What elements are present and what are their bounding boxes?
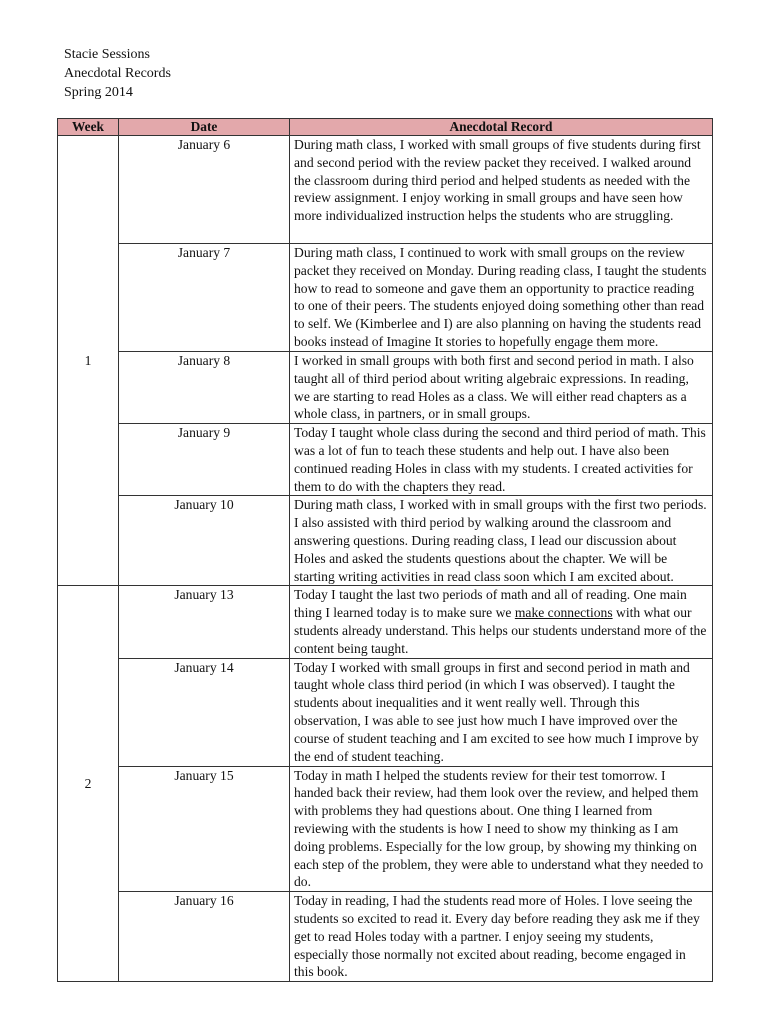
document-title: Anecdotal Records xyxy=(64,66,171,81)
record-cell: Today in reading, I had the students read more of Holes. I love seeing the students so excited to read it. Every day before reading they ask me if they get to read Holes today with a partner. I enjoy seeing my students, especially those normally not excited about reading, become engaged in this book. xyxy=(290,892,713,982)
date-cell: January 10 xyxy=(119,496,290,586)
table-row xyxy=(58,424,713,496)
date-cell: January 14 xyxy=(119,658,290,766)
week-cell: 2 xyxy=(58,586,119,982)
table-row xyxy=(58,352,713,424)
table-row xyxy=(58,658,713,766)
record-cell: Today in math I helped the students review for their test tomorrow. I handed back their review, had them look over the review, and helped them with problems they had questions about. One thing I learned from reviewing with the students is how I need to show my thinking as I am doing problems. Especially for the low group, by showing my thinking on each step of the problem, they were able to understand what they needed to do. xyxy=(290,766,713,892)
date-cell: January 8 xyxy=(119,352,290,424)
record-cell: Today I worked with small groups in first and second period in math and taught whole class third period (in which I was observed). I taught the students about inequalities and it went really well. Through this observation, I was able to see just how much I have improved over the course of student teaching and I am excited to see how much I improve by the end of student teaching. xyxy=(290,658,713,766)
record-cell: During math class, I worked with in small groups with the first two periods. I also assisted with third period by walking around the classroom and answering questions. During reading class, I lead our discussion about Holes and asked the students questions about the chapter. We will be starting writing activities in read class soon which I am excited about. xyxy=(290,496,713,586)
record-cell: I worked in small groups with both first and second period in math. I also taught all of third period about writing algebraic expressions. In reading, we are starting to read Holes as a class. We will either read chapters as a whole class, in partners, or in small groups. xyxy=(290,352,713,424)
column-header-record: Anecdotal Record xyxy=(290,119,713,136)
week-cell: 1 xyxy=(58,136,119,586)
table-header-row xyxy=(58,119,713,136)
record-text: with what our students already understand. This helps our students understand more of the content being taught. xyxy=(294,605,707,656)
anecdotal-records-table xyxy=(57,118,713,982)
record-cell: During math class, I worked with small groups of five students during first and second period with the review packet they received. I walked around the classroom during third period and helped students as needed with the review assignment. I enjoy working in small groups and have seen how more individualized instruction helps the students who are struggling. xyxy=(290,136,713,244)
table-row xyxy=(58,496,713,586)
table-row xyxy=(58,892,713,982)
date-cell: January 7 xyxy=(119,244,290,352)
date-cell: January 6 xyxy=(119,136,290,244)
document-header xyxy=(64,45,171,102)
underlined-phrase: make connections xyxy=(514,605,613,621)
date-cell: January 16 xyxy=(119,892,290,982)
record-cell xyxy=(290,586,713,658)
record-cell: Today I taught whole class during the second and third period of math. This was a lot of fun to teach these students and help out. I have also been continued reading Holes in class with my students. I created activities for them to do with the chapters they read. xyxy=(290,424,713,496)
record-text: Today I taught the last two periods of math and all of reading. One main thing I learned today is to make sure we xyxy=(294,587,687,621)
table-row xyxy=(58,586,713,658)
term-label: Spring 2014 xyxy=(64,85,133,100)
column-header-date: Date xyxy=(119,119,290,136)
table-row xyxy=(58,136,713,244)
column-header-week: Week xyxy=(58,119,119,136)
record-cell: During math class, I continued to work with small groups on the review packet they received on Monday. During reading class, I taught the students how to read to someone and gave them an opportunity to practice reading to one of their peers. The students enjoyed doing something other than read to self. We (Kimberlee and I) are also planning on having the students read books instead of Imagine It stories to hopefully engage them more. xyxy=(290,244,713,352)
date-cell: January 15 xyxy=(119,766,290,892)
table-row xyxy=(58,244,713,352)
date-cell: January 13 xyxy=(119,586,290,658)
author-name: Stacie Sessions xyxy=(64,47,150,62)
table-row xyxy=(58,766,713,892)
date-cell: January 9 xyxy=(119,424,290,496)
